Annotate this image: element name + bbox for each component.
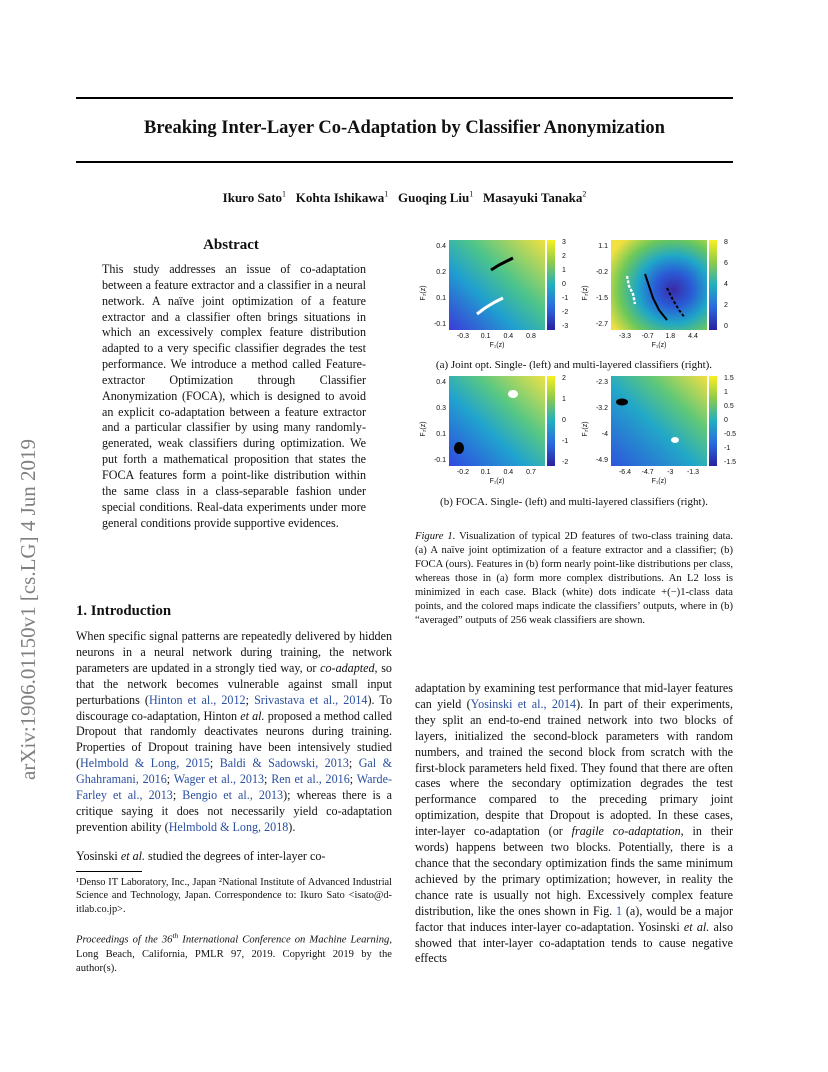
class-black-cluster-b-left xyxy=(454,442,464,454)
colorbar-b-right xyxy=(709,376,717,466)
figure-1-label: Figure 1. xyxy=(415,531,456,542)
arxiv-stamp: arXiv:1906.01150v1 [cs.LG] 4 Jun 2019 xyxy=(16,438,40,780)
x-tick-label: -6.4 xyxy=(618,469,632,476)
x-axis-label: F₁(z) xyxy=(651,478,667,485)
colorbar-tick-label: -3 xyxy=(562,323,569,330)
colorbar-tick-label: 0 xyxy=(562,281,566,288)
x-tick-label: -1.3 xyxy=(686,469,700,476)
x-tick-label: 0.7 xyxy=(526,469,536,476)
y-tick-label: -0.2 xyxy=(595,269,608,276)
y-tick-label: 1.1 xyxy=(598,243,608,250)
colorbar-tick-label: 1 xyxy=(562,396,566,403)
x-tick-label: 0.4 xyxy=(503,333,514,340)
colorbar-tick-label: 1 xyxy=(724,389,728,396)
author-4: Masayuki Tanaka$^2$ xyxy=(482,190,587,206)
y-axis-label: F₂(z) xyxy=(582,285,589,301)
x-tick-label: 0.1 xyxy=(480,333,491,340)
y-axis-label: F₂(z) xyxy=(420,421,427,437)
colorbar-tick-label: -1.5 xyxy=(724,459,737,466)
intro-right-column: adaptation by examining test performance that mid-layer features can yield (Yosinski et al., 2014). In part of their experiments, they split an end-to-end trained network into two blocks of layers, initialized the second-block parameters with random numbers, and trained the second block from scratch with the first-block parameters held fixed. They found that there are often cases where the secondary optimization degrades the test performance compared to the preceding primary joint optimization, despite that Dropout is adopted. In these cases, inter-layer co-adaptation (or fragile co-adaptation, in their words) happens between two blocks. Potentially, there is a chance that the secondary optimization finds the same minimum achieved by the primary optimization; however, in reality the chance rate is usually not high. Excessively complex feature distribution, like the ones shown in Fig. 1 (a), would be a major factor that induces inter-layer co-adaptation. Yosinski et al. also showed that inter-layer co-adaptation tends to cause negative effects xyxy=(415,681,734,966)
colorbar-tick-label: 4 xyxy=(724,281,728,288)
author-1: Ikuro Sato$^1$ xyxy=(222,190,287,206)
footnote-rule xyxy=(76,871,142,872)
citation-link[interactable]: Yosinski et al., 2014 xyxy=(470,696,577,711)
colorbar-tick-label: 0.5 xyxy=(724,403,734,410)
colorbar-tick-label: 0 xyxy=(724,323,728,330)
x-tick-label: -3.3 xyxy=(618,333,632,340)
abstract-text: This study addresses an issue of co-adaptation between a feature extractor and a classifier in a neural network. A naïve joint optimization of a feature extractor and a classifier often brings situations in which an excessively complex feature distribution adapted to a very specific classifier degrades the test performance. We introduce a method called Feature-extractor Optimization through Classifier Anonymization (FOCA), which is designed to avoid an explicit co-adaptation between a feature extractor and a particular classifier by using many randomly-generated, weak classifiers during optimization. We put forth a mathematical proposition that states the FOCA features form a point-like distribution within the same class in a class-separable fashion under special conditions. Real-data experiments under more general conditions provide supportive evidences. xyxy=(102,262,366,530)
x-tick-label: -0.7 xyxy=(641,333,654,340)
citation-link[interactable]: Hinton et al., 2012 xyxy=(148,692,246,707)
citation-link[interactable]: Bengio et al., 2013 xyxy=(182,788,284,803)
colorbar-tick-label: -1 xyxy=(724,445,731,452)
paper-title: Breaking Inter-Layer Co-Adaptation by Classifier Anonymization xyxy=(144,118,665,138)
colorbar-tick-label: 0 xyxy=(724,417,728,424)
citation-link[interactable]: Helmbold & Long, 2015 xyxy=(80,756,210,771)
y-axis-label: F₂(z) xyxy=(420,285,427,301)
proceedings-note: Proceedings of the 36th International Conference on Machine Learning, Long Beach, California, PMLR 97, 2019. Copyright 2019 by the author(s). xyxy=(76,931,392,974)
x-tick-label: 0.8 xyxy=(526,333,536,340)
section-heading-introduction: 1. Introduction xyxy=(76,603,172,619)
x-tick-label: 4.4 xyxy=(688,333,698,340)
y-tick-label: 0.1 xyxy=(436,295,446,302)
author-3: Guoqing Liu$^1$ xyxy=(398,190,474,206)
citation-link[interactable]: Warde-Farley et al., 2013 xyxy=(76,772,392,803)
author-list xyxy=(76,190,733,206)
colorbar-tick-label: 3 xyxy=(562,239,566,246)
citation-link[interactable]: Helmbold & Long, 2018 xyxy=(168,819,289,834)
panel-a-left xyxy=(449,240,555,330)
colorbar-a-left xyxy=(547,240,555,330)
panel-b-right xyxy=(611,376,717,466)
title-top-rule xyxy=(76,97,733,99)
intro-paragraph-2-start: Yosinski et al. studied the degrees of inter-layer co- xyxy=(76,849,326,863)
colorbar-a-right xyxy=(709,240,717,330)
colorbar-tick-label: 2 xyxy=(724,302,728,309)
citation-link[interactable]: Gal & Ghahramani, 2016 xyxy=(76,756,392,787)
y-tick-label: -3.2 xyxy=(595,405,608,412)
citation-link[interactable]: Srivastava et al., 2014 xyxy=(254,692,368,707)
y-tick-label: -1.5 xyxy=(595,295,608,302)
intro-paragraph-1: When specific signal patterns are repeatedly delivered by hidden neurons in a neural network during training, the network parameters are updated in a strongly tied way, or co-adapted, so that the network becomes vulnerable against small input perturbations (Hinton et al., 2012; Srivastava et al., 2014). To discourage co-adaptation, Hinton et al. proposed a method called Dropout that randomly deactivates neurons during training. Properties of Dropout training have been intensively studied (Helmbold & Long, 2015; Baldi & Sadowski, 2013; Gal & Ghahramani, 2016; Wager et al., 2013; Ren et al., 2016; Warde-Farley et al., 2013; Bengio et al., 2013); whereas there is a critique saying it does not necessarily yield co-adaptation prevention ability (Helmbold & Long, 2018). xyxy=(76,629,393,834)
x-tick-label: -0.3 xyxy=(456,333,470,340)
panel-b-left xyxy=(449,376,555,466)
colorbar-tick-label: -1 xyxy=(562,438,569,445)
x-tick-label: -0.2 xyxy=(456,469,470,476)
colorbar-tick-label: 0 xyxy=(562,417,566,424)
class-black-cluster-b-right xyxy=(616,399,628,406)
y-tick-label: 0.4 xyxy=(436,243,446,250)
x-axis-label: F₁(z) xyxy=(489,342,505,349)
x-axis-label: F₁(z) xyxy=(651,342,667,349)
y-tick-label: -0.1 xyxy=(433,321,446,328)
x-tick-label: 0.4 xyxy=(503,469,514,476)
x-tick-label: -3 xyxy=(667,469,674,476)
x-tick-label: -4.7 xyxy=(641,469,654,476)
y-tick-label: -0.1 xyxy=(433,457,446,464)
y-tick-label: 0.3 xyxy=(436,405,446,412)
heatmap-a-right xyxy=(611,240,707,330)
x-tick-label: 0.1 xyxy=(480,469,491,476)
class-white-cluster-b-right xyxy=(671,437,679,443)
y-tick-label: 0.2 xyxy=(436,269,446,276)
affiliation-footnote: ¹Denso IT Laboratory, Inc., Japan ²National Institute of Advanced Industrial Science and Technology, Japan. Correspondence to: Ikuro Sato <isato@d-itlab.co.jp>. xyxy=(76,877,392,915)
y-tick-label: 0.1 xyxy=(436,431,446,438)
colorbar-b-left xyxy=(547,376,555,466)
abstract-heading: Abstract xyxy=(203,237,259,253)
heatmap-b-left xyxy=(449,376,545,466)
subcaption-a: (a) Joint opt. Single- (left) and multi-layered classifiers (right). xyxy=(435,359,713,371)
colorbar-tick-label: -2 xyxy=(562,309,569,316)
heatmap-b-right xyxy=(611,376,707,466)
y-tick-label: -2.7 xyxy=(595,321,608,328)
colorbar-tick-label: 2 xyxy=(562,375,566,382)
title-bottom-rule xyxy=(76,161,733,163)
y-tick-label: 0.4 xyxy=(436,379,446,386)
colorbar-tick-label: 1.5 xyxy=(724,375,734,382)
y-tick-label: -4 xyxy=(601,431,608,438)
citation-link[interactable]: 1 xyxy=(616,903,623,918)
colorbar-tick-label: 8 xyxy=(724,239,728,246)
subcaption-b: (b) FOCA. Single- (left) and multi-layered classifiers (right). xyxy=(440,496,708,508)
class-white-cluster-b-left xyxy=(508,390,518,398)
author-2: Kohta Ishikawa$^1$ xyxy=(295,190,389,206)
y-tick-label: -2.3 xyxy=(595,379,608,386)
citation-link[interactable]: Baldi & Sadowski, 2013 xyxy=(219,756,349,771)
colorbar-tick-label: 1 xyxy=(562,267,566,274)
colorbar-tick-label: -0.5 xyxy=(724,431,737,438)
x-tick-label: 1.8 xyxy=(665,333,676,340)
figure-1 xyxy=(415,232,737,512)
colorbar-tick-label: -2 xyxy=(562,459,569,466)
colorbar-tick-label: 6 xyxy=(724,260,728,267)
figure-1-caption-text: Visualization of typical 2D features of two-class training data. (a) A naïve joint optimization of a feature extractor and a classifier; (b) FOCA (ours). Features in (b) form nearly point-like distributions per class, whereas those in (a) form more complex distributions. An L2 loss is minimized in each case. Black (white) dots indicate +(−)1-class data points, and the colored maps indicate the classifiers’ outputs, where in (b) “averaged” outputs of 256 weak classifiers are shown. xyxy=(415,531,733,626)
figure-1-caption xyxy=(415,530,733,628)
y-axis-label: F₂(z) xyxy=(582,421,589,437)
colorbar-tick-label: 2 xyxy=(562,253,566,260)
citation-link[interactable]: Wager et al., 2013 xyxy=(173,772,265,787)
heatmap-a-left xyxy=(449,240,545,330)
y-tick-label: -4.9 xyxy=(595,457,608,464)
panel-a-right xyxy=(611,240,717,330)
x-axis-label: F₁(z) xyxy=(489,478,505,485)
citation-link[interactable]: Ren et al., 2016 xyxy=(271,772,350,787)
colorbar-tick-label: -1 xyxy=(562,295,569,302)
